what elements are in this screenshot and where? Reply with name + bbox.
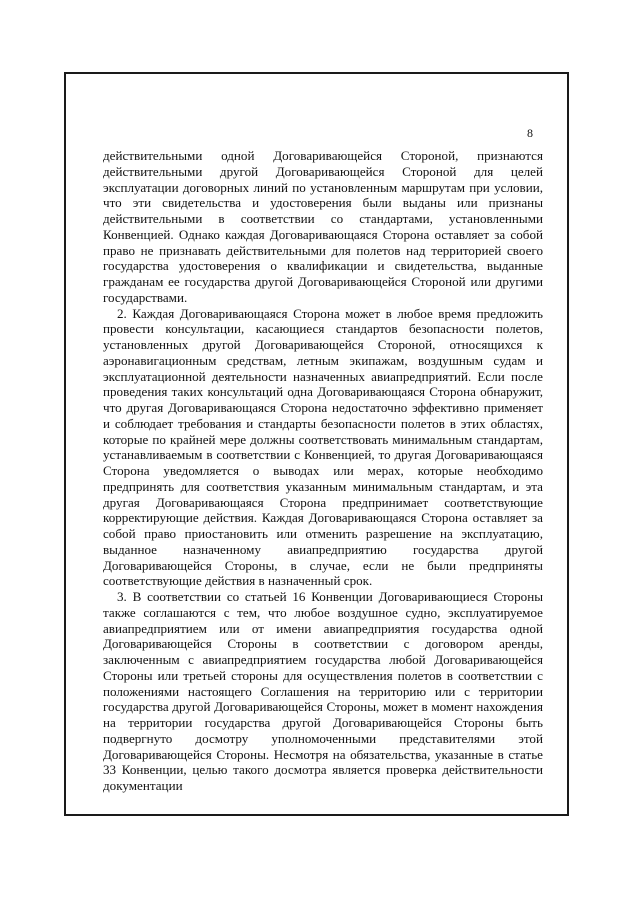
paragraph-3: 3. В соответствии со статьей 16 Конвенции Договаривающиеся Стороны также соглашаются с тем, что любое воздушное судно, эксплуатируемое авиапредприятием или от имени авиапредприятия государства одной Договаривающейся Стороны в соответствии с договором аренды, заключенным с авиапредприятием государства любой Договаривающейся Стороны или третьей стороны для осуществления полетов в соответствии с положениями настоящего Соглашения на территорию или с территории государства другой Договаривающейся Стороны, может в момент нахождения на территории государства другой Договаривающейся Стороны быть подвергнуто досмотру уполномоченными представителями этой Договаривающейся Стороны. Несмотря на обязательства, указанные в статье 33 Конвенции, целью такого досмотра является проверка действительности документации: [103, 589, 543, 793]
document-body: [103, 148, 543, 794]
paragraph-continuation: действительными одной Договаривающейся Стороной, признаются действительными другой Договаривающейся Стороной для целей эксплуатации договорных линий по установленным маршрутам при условии, что эти свидетельства и удостоверения были выданы или признаны действительными в соответствии со стандартами, установленными Конвенцией. Однако каждая Договаривающаяся Сторона оставляет за собой право не признавать действительными для полетов над территорией своего государства удостоверения о квалификации и свидетельства, выданные гражданам ее государства другой Договаривающейся Стороной или другими государствами.: [103, 148, 543, 305]
paragraph-2: 2. Каждая Договаривающаяся Сторона может в любое время предложить провести консультации, касающиеся стандартов безопасности полетов, установленных другой Договаривающейся Стороной, относящихся к аэронавигационным средствам, летным экипажам, воздушным судам и эксплуатационной деятельности назначенных авиапредприятий. Если после проведения таких консультаций одна Договаривающаяся Сторона обнаружит, что другая Договаривающаяся Сторона недостаточно эффективно применяет и соблюдает требования и стандарты безопасности полетов в этих областях, которые по крайней мере должны соответствовать минимальным стандартам, устанавливаемым в соответствии с Конвенцией, то другая Договаривающаяся Сторона уведомляется о выводах или мерах, которые необходимо предпринять для соответствия указанным минимальным стандартам, и эта другая Договаривающаяся Сторона предпринимает соответствующие корректирующие действия. Каждая Договаривающаяся Сторона оставляет за собой право приостановить или отменить разрешение на эксплуатацию, выданное назначенному авиапредприятию государства другой Договаривающейся Стороны, в случае, если не были предприняты соответствующие действия в назначенный срок.: [103, 305, 543, 589]
page-number: 8: [527, 126, 533, 140]
